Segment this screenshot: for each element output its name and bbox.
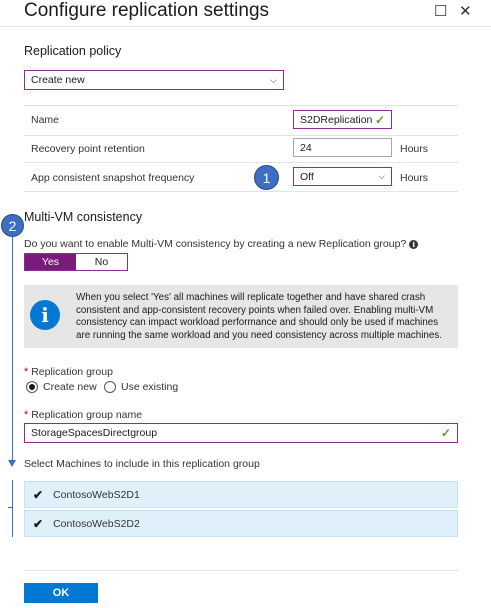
replication-policy-heading: Replication policy <box>24 44 122 58</box>
machine-name: ContosoWebS2D1 <box>53 488 140 501</box>
multi-vm-question-text: Do you want to enable Multi-VM consistency by creating a new Replication group? <box>24 238 407 250</box>
snapshot-frequency-unit: Hours <box>400 172 429 184</box>
snapshot-frequency-select[interactable] <box>293 167 392 186</box>
retention-field[interactable] <box>293 138 392 157</box>
info-circle-icon: i <box>30 300 60 330</box>
required-mark: * <box>24 366 29 378</box>
name-value: S2DReplication <box>300 113 373 126</box>
replication-group-name-value: StorageSpacesDirectgroup <box>31 427 158 439</box>
close-icon[interactable]: ✕ <box>459 3 472 20</box>
retention-label: Recovery point retention <box>31 143 145 155</box>
multi-vm-question <box>24 238 424 250</box>
green-check-icon: ✓ <box>374 112 385 127</box>
no-option[interactable]: No <box>94 256 109 268</box>
machine-name: ContosoWebS2D2 <box>53 517 140 530</box>
snapshot-frequency-value: Off <box>300 170 314 183</box>
small-info-icon[interactable]: i <box>409 240 418 249</box>
row-divider <box>24 191 458 192</box>
table-row[interactable] <box>24 510 458 537</box>
row-divider <box>24 105 458 106</box>
replication-group-label <box>24 366 113 378</box>
multi-vm-heading: Multi-VM consistency <box>24 210 143 224</box>
machines-bracket-tick <box>8 507 13 508</box>
row-divider <box>24 135 458 136</box>
row-divider <box>24 162 458 163</box>
replication-policy-select[interactable] <box>24 70 284 90</box>
radio-button[interactable] <box>104 381 116 393</box>
green-check-icon: ✓ <box>440 426 451 440</box>
radio-use-existing[interactable] <box>104 381 178 393</box>
retention-value: 24 <box>300 141 312 154</box>
replication-group-label-text: Replication group <box>31 366 113 378</box>
step-marker-1: 1 <box>254 165 279 190</box>
chevron-down-icon: ⌵ <box>270 74 277 85</box>
retention-unit: Hours <box>400 143 429 155</box>
ok-button[interactable]: OK <box>24 583 98 603</box>
arrow-down-icon <box>8 460 16 467</box>
machines-heading: Select Machines to include in this replication group <box>24 458 260 470</box>
step-marker-2: 2 <box>1 214 24 237</box>
replication-policy-value: Create new <box>31 74 85 86</box>
multi-vm-toggle[interactable] <box>24 253 128 271</box>
chevron-down-icon: ⌵ <box>378 171 385 181</box>
footer-divider <box>24 570 458 571</box>
checkbox-check-icon[interactable]: ✔ <box>33 516 44 531</box>
machines-bracket <box>12 480 13 537</box>
bracket-line <box>12 237 13 463</box>
maximize-icon[interactable]: ☐ <box>434 3 448 20</box>
replication-group-name-label-text: Replication group name <box>31 409 143 421</box>
title-divider <box>0 26 491 27</box>
radio-create-new[interactable] <box>26 381 97 393</box>
required-mark: * <box>24 409 29 421</box>
replication-group-name-field[interactable] <box>24 423 458 443</box>
name-field[interactable] <box>293 110 392 129</box>
info-box <box>24 285 458 348</box>
replication-group-name-label <box>24 409 142 421</box>
radio-create-new-label: Create new <box>43 381 97 393</box>
window-title: Configure replication settings <box>24 0 270 21</box>
yes-option[interactable]: Yes <box>25 254 76 270</box>
checkbox-check-icon[interactable]: ✔ <box>33 487 44 502</box>
radio-button-selected[interactable] <box>26 381 38 393</box>
info-text: When you select 'Yes' all machines will replicate together and have shared crash consistent and app-consistent recovery points when failed over. Enabling multi-VM consistency can impact workload performance and should only be used if machines are running the same workload and you need consistency across multiple machines. <box>76 292 442 341</box>
radio-use-existing-label: Use existing <box>121 381 179 393</box>
name-label: Name <box>31 114 60 126</box>
snapshot-frequency-label: App consistent snapshot frequency <box>31 172 195 184</box>
table-row[interactable] <box>24 481 458 508</box>
